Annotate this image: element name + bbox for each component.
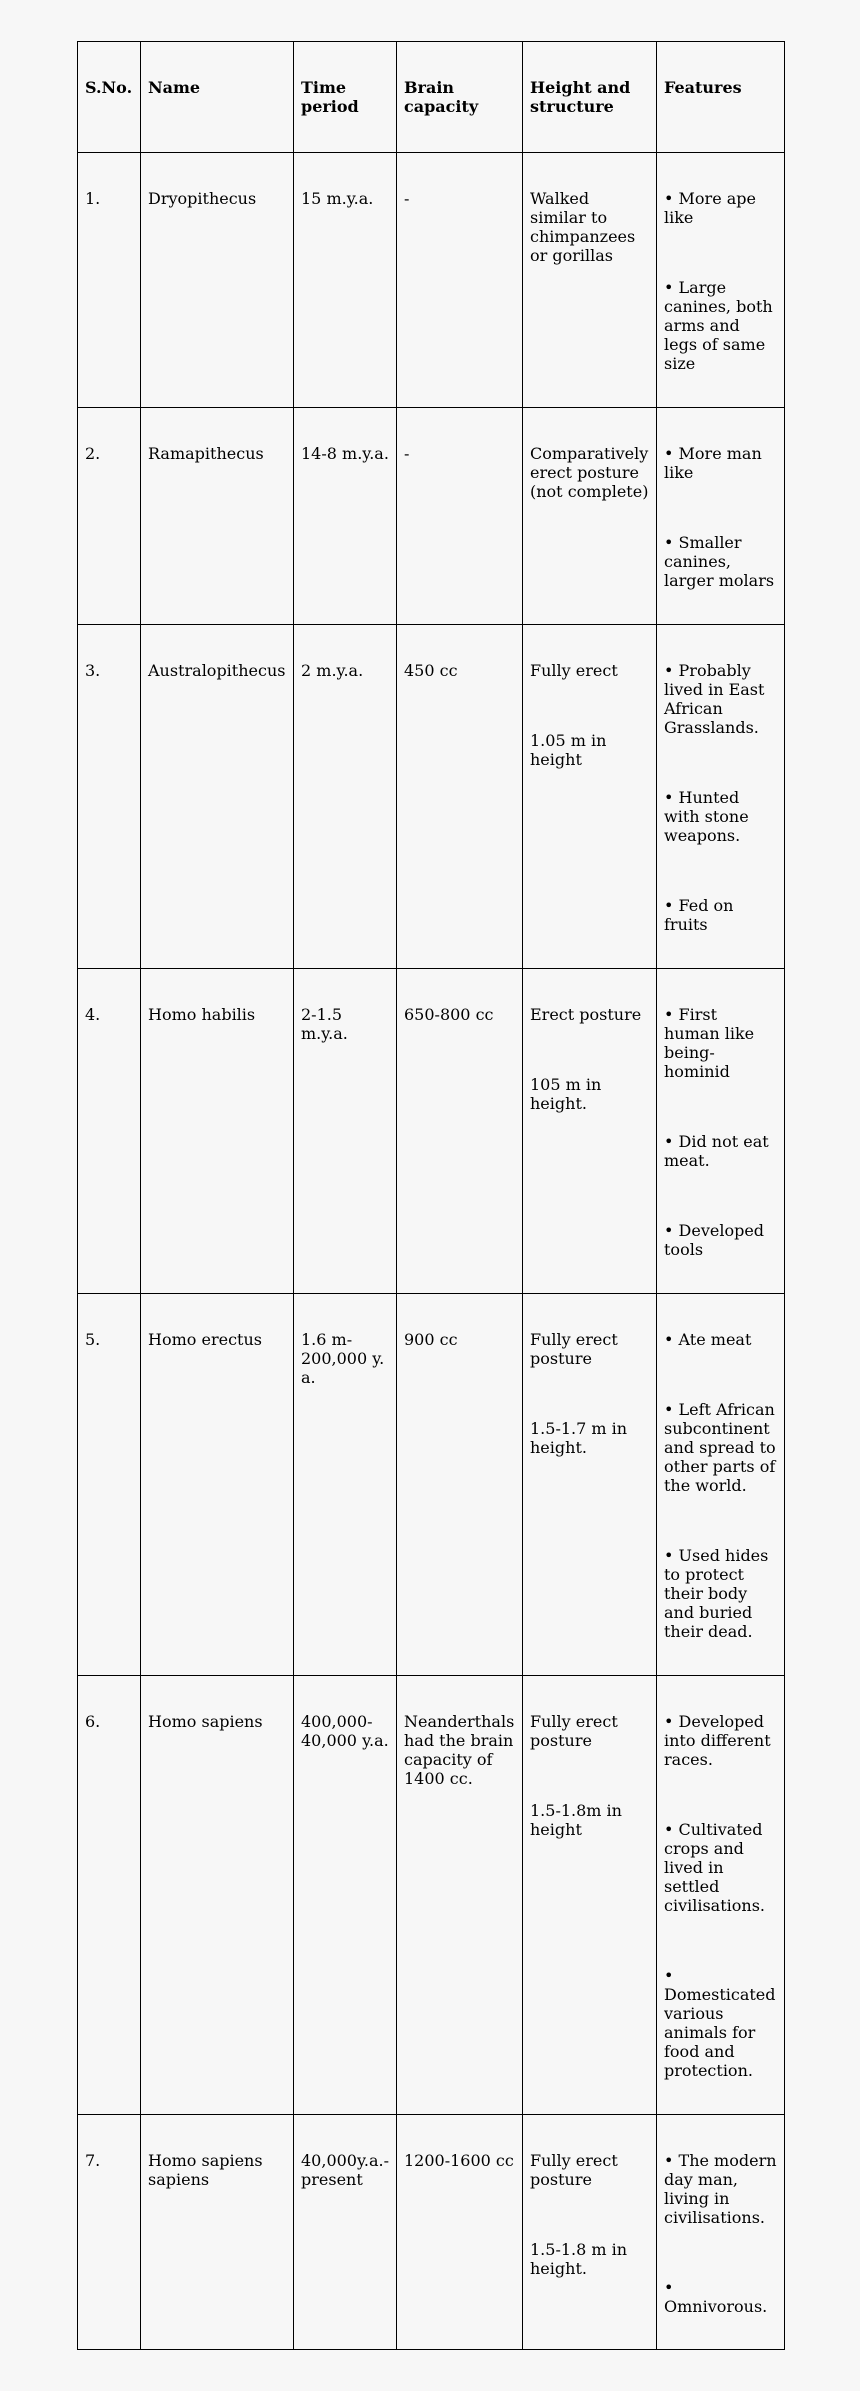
cell-features-line: • More ape like [664,189,756,227]
cell-sno: 6. [78,1676,141,2115]
table-row [78,1294,785,1676]
header-features: Features [657,42,785,153]
cell-name: Ramapithecus [141,408,294,625]
table-row [78,2115,785,2350]
cell-name: Homo habilis [141,969,294,1294]
cell-brain-capacity: 1200-1600 cc [397,2115,523,2350]
cell-features [657,153,785,408]
cell-features-line: • Did not eat meat. [664,1132,769,1170]
cell-features-line: • Probably lived in East African Grasslands. [664,661,765,737]
cell-brain-capacity: - [397,408,523,625]
cell-sno: 3. [78,625,141,969]
cell-features-line: • Ate meat [664,1330,752,1349]
cell-height-structure [523,408,657,625]
header-time-period: Time period [294,42,397,153]
table-row [78,625,785,969]
cell-time-period: 400,000-40,000 y.a. [294,1676,397,2115]
cell-brain-capacity: 450 cc [397,625,523,969]
cell-time-period: 2-1.5 m.y.a. [294,969,397,1294]
cell-height-structure-line: 1.5-1.7 m in height. [530,1419,628,1457]
header-name: Name [141,42,294,153]
cell-height-structure [523,1294,657,1676]
cell-features-line: • First human like being-hominid [664,1005,755,1081]
cell-features [657,625,785,969]
cell-time-period: 14-8 m.y.a. [294,408,397,625]
header-sno: S.No. [78,42,141,153]
header-row [78,42,785,153]
cell-sno: 2. [78,408,141,625]
cell-features-line: • Fed on fruits [664,896,734,934]
cell-sno: 7. [78,2115,141,2350]
cell-features [657,1676,785,2115]
cell-sno: 4. [78,969,141,1294]
cell-time-period: 40,000y.a.-present [294,2115,397,2350]
cell-sno: 1. [78,153,141,408]
cell-features-line: • More man like [664,444,762,482]
cell-height-structure-line: 105 m in height. [530,1075,602,1113]
cell-sno: 5. [78,1294,141,1676]
evolution-table [77,41,785,2350]
table-row [78,1676,785,2115]
cell-features-line: • Omnivorous. [664,2278,768,2316]
cell-height-structure-line: Fully erect posture [530,1330,618,1368]
cell-height-structure-line: 1.5-1.8m in height [530,1801,622,1839]
cell-features [657,2115,785,2350]
cell-name: Dryopithecus [141,153,294,408]
cell-features-line: • Smaller canines, larger molars [664,533,775,590]
cell-time-period: 1.6 m-200,000 y. a. [294,1294,397,1676]
cell-name: Homo sapiens [141,1676,294,2115]
cell-features [657,969,785,1294]
table-row [78,153,785,408]
cell-name: Australopithecus [141,625,294,969]
cell-features-line: • Cultivated crops and lived in settled civilisations. [664,1820,765,1915]
cell-height-structure [523,153,657,408]
cell-features-line: • Developed into different races. [664,1712,771,1769]
table-row [78,969,785,1294]
cell-features-line: • The modern day man, living in civilisations. [664,2151,777,2227]
cell-height-structure-line: Erect posture [530,1005,642,1024]
cell-height-structure-line: Fully erect posture [530,2151,618,2189]
table-row [78,408,785,625]
cell-time-period: 2 m.y.a. [294,625,397,969]
cell-features-line: • Hunted with stone weapons. [664,788,749,845]
cell-time-period: 15 m.y.a. [294,153,397,408]
cell-brain-capacity: 900 cc [397,1294,523,1676]
cell-features-line: • Left African subcontinent and spread to other parts of the world. [664,1400,776,1495]
cell-features [657,1294,785,1676]
cell-features-line: • Large canines, both arms and legs of same size [664,278,773,373]
header-brain-capacity: Brain capacity [397,42,523,153]
cell-brain-capacity: Neanderthals had the brain capacity of 1400 cc. [397,1676,523,2115]
cell-name: Homo sapiens sapiens [141,2115,294,2350]
cell-features-line: • Domesticated various animals for food and protection. [664,1966,776,2080]
cell-features-line: • Developed tools [664,1221,765,1259]
cell-height-structure [523,2115,657,2350]
cell-height-structure-line: 1.05 m in height [530,731,607,769]
cell-features-line: • Used hides to protect their body and buried their dead. [664,1546,769,1641]
cell-height-structure-line: Walked similar to chimpanzees or gorillas [530,189,636,265]
cell-height-structure [523,625,657,969]
cell-height-structure-line: Comparatively erect posture (not complete) [530,444,649,501]
cell-brain-capacity: - [397,153,523,408]
cell-height-structure-line: Fully erect posture [530,1712,618,1750]
cell-height-structure-line: 1.5-1.8 m in height. [530,2240,628,2278]
cell-height-structure [523,1676,657,2115]
cell-height-structure-line: Fully erect [530,661,618,680]
cell-brain-capacity: 650-800 cc [397,969,523,1294]
cell-features [657,408,785,625]
header-height-structure: Height and structure [523,42,657,153]
cell-name: Homo erectus [141,1294,294,1676]
cell-height-structure [523,969,657,1294]
